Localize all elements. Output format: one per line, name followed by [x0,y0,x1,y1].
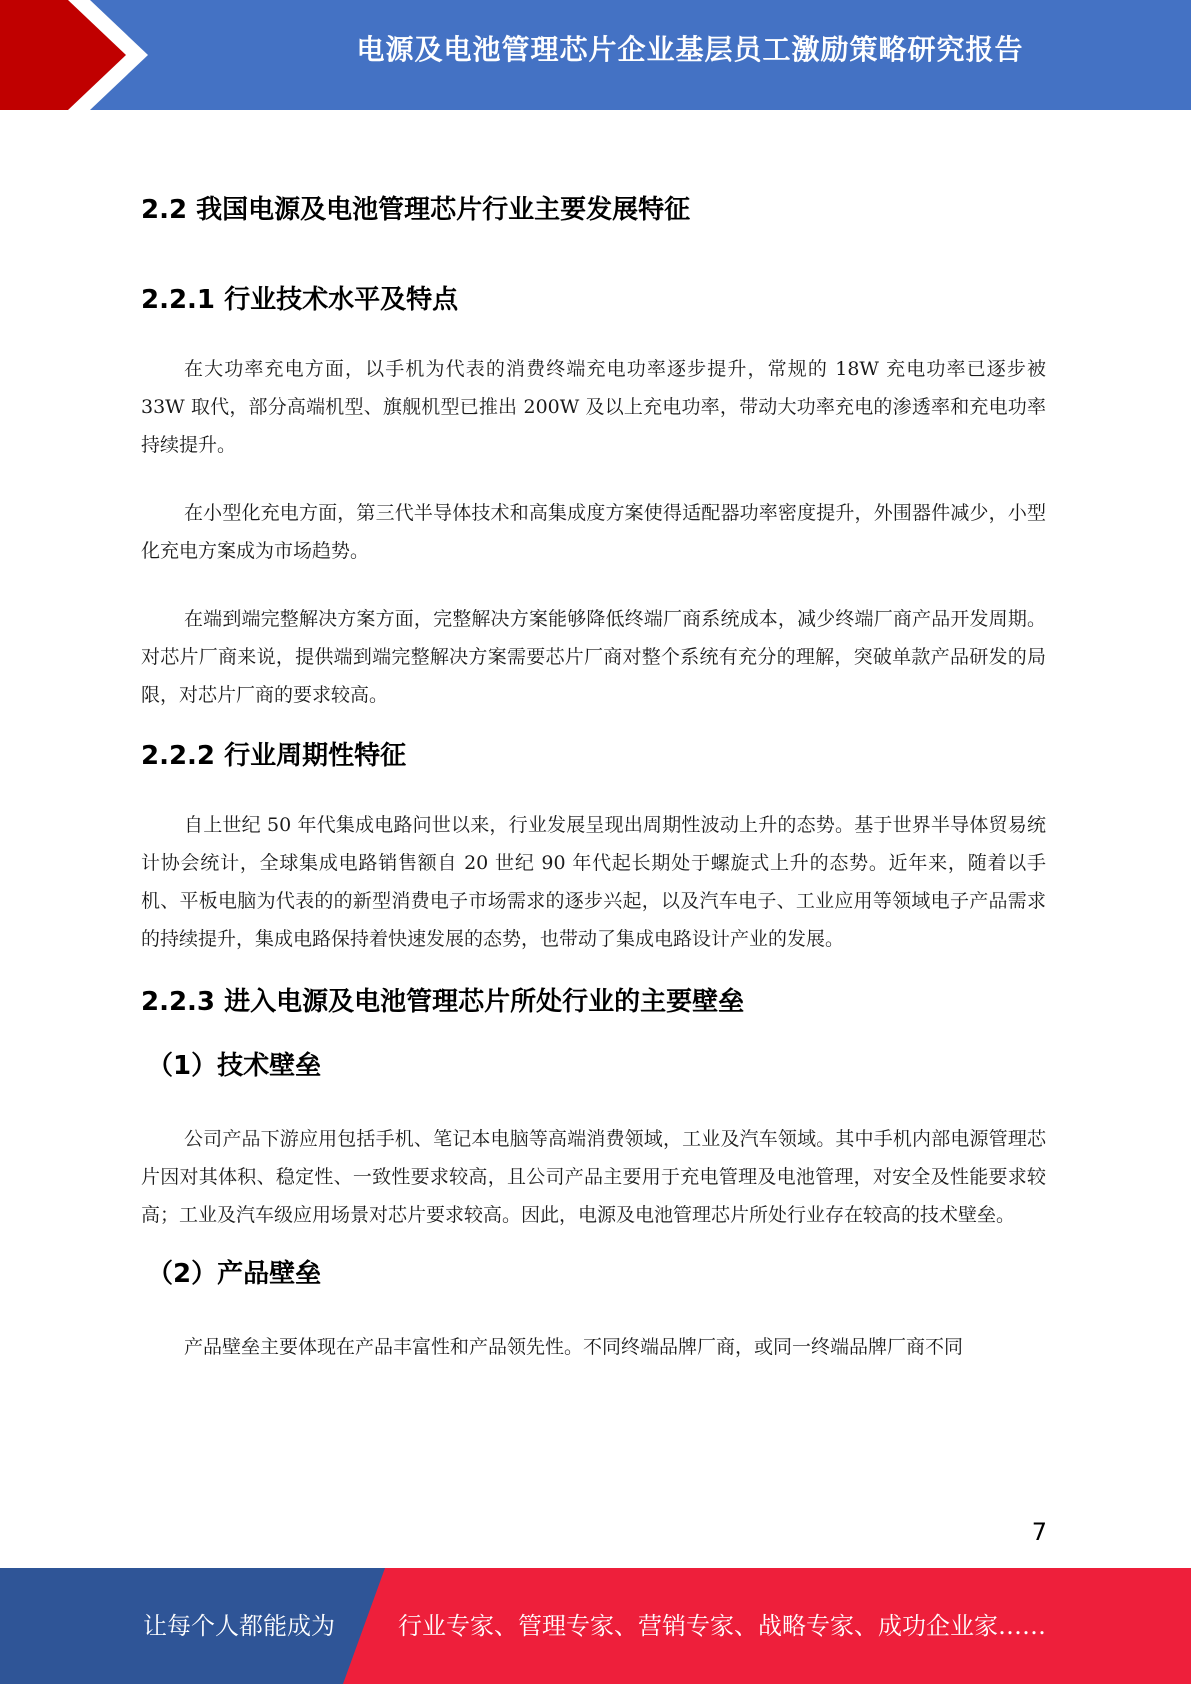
paragraph: 在大功率充电方面，以手机为代表的消费终端充电功率逐步提升，常规的 18W 充电功率已逐步被 33W 取代，部分高端机型、旗舰机型已推出 200W 及以上充电功率，带动大功率充电的渗透率和充电功率持续提升。 [141,358,1046,456]
document-body [141,190,1046,1366]
section-heading-2-2: 2.2 我国电源及电池管理芯片行业主要发展特征 [141,195,691,225]
section-heading-2-2-3: 2.2.3 进入电源及电池管理芯片所处行业的主要壁垒 [141,987,745,1017]
header-arrow-decoration [0,0,160,110]
paragraph: 产品壁垒主要体现在产品丰富性和产品领先性。不同终端品牌厂商，或同一终端品牌厂商不同 [184,1336,964,1358]
page-footer [0,1568,1191,1684]
paragraph: 在小型化充电方面，第三代半导体技术和高集成度方案使得适配器功率密度提升，外围器件减少，小型化充电方案成为市场趋势。 [141,502,1046,562]
subsection-heading-product-barrier: （2）产品壁垒 [147,1259,322,1289]
subsection-heading-technology-barrier: （1）技术壁垒 [147,1051,322,1081]
section-heading-2-2-1: 2.2.1 行业技术水平及特点 [141,285,459,315]
section-heading-2-2-2: 2.2.2 行业周期性特征 [141,741,407,771]
paragraph: 在端到端完整解决方案方面，完整解决方案能够降低终端厂商系统成本，减少终端厂商产品开发周期。对芯片厂商来说，提供端到端完整解决方案需要芯片厂商对整个系统有充分的理解，突破单款产品研发的局限，对芯片厂商的要求较高。 [141,608,1046,706]
footer-slogan-left: 让每个人都能成为 [143,1612,335,1640]
page-number: 7 [1031,1518,1047,1546]
page-header [0,0,1191,110]
report-title: 电源及电池管理芯片企业基层员工激励策略研究报告 [356,33,1024,66]
paragraph: 公司产品下游应用包括手机、笔记本电脑等高端消费领域，工业及汽车领域。其中手机内部电源管理芯片因对其体积、稳定性、一致性要求较高，且公司产品主要用于充电管理及电池管理，对安全及性能要求较高；工业及汽车级应用场景对芯片要求较高。因此，电源及电池管理芯片所处行业存在较高的技术壁垒。 [141,1128,1046,1226]
paragraph: 自上世纪 50 年代集成电路问世以来，行业发展呈现出周期性波动上升的态势。基于世界半导体贸易统计协会统计，全球集成电路销售额自 20 世纪 90 年代起长期处于螺旋式上升的态势。近年来，随着以手机、平板电脑为代表的的新型消费电子市场需求的逐步兴起，以及汽车电子、工业应用等领域电子产品需求的持续提升，集成电路保持着快速发展的态势，也带动了集成电路设计产业的发展。 [141,814,1046,950]
footer-slogan-right: 行业专家、管理专家、营销专家、战略专家、成功企业家…… [398,1612,1046,1640]
